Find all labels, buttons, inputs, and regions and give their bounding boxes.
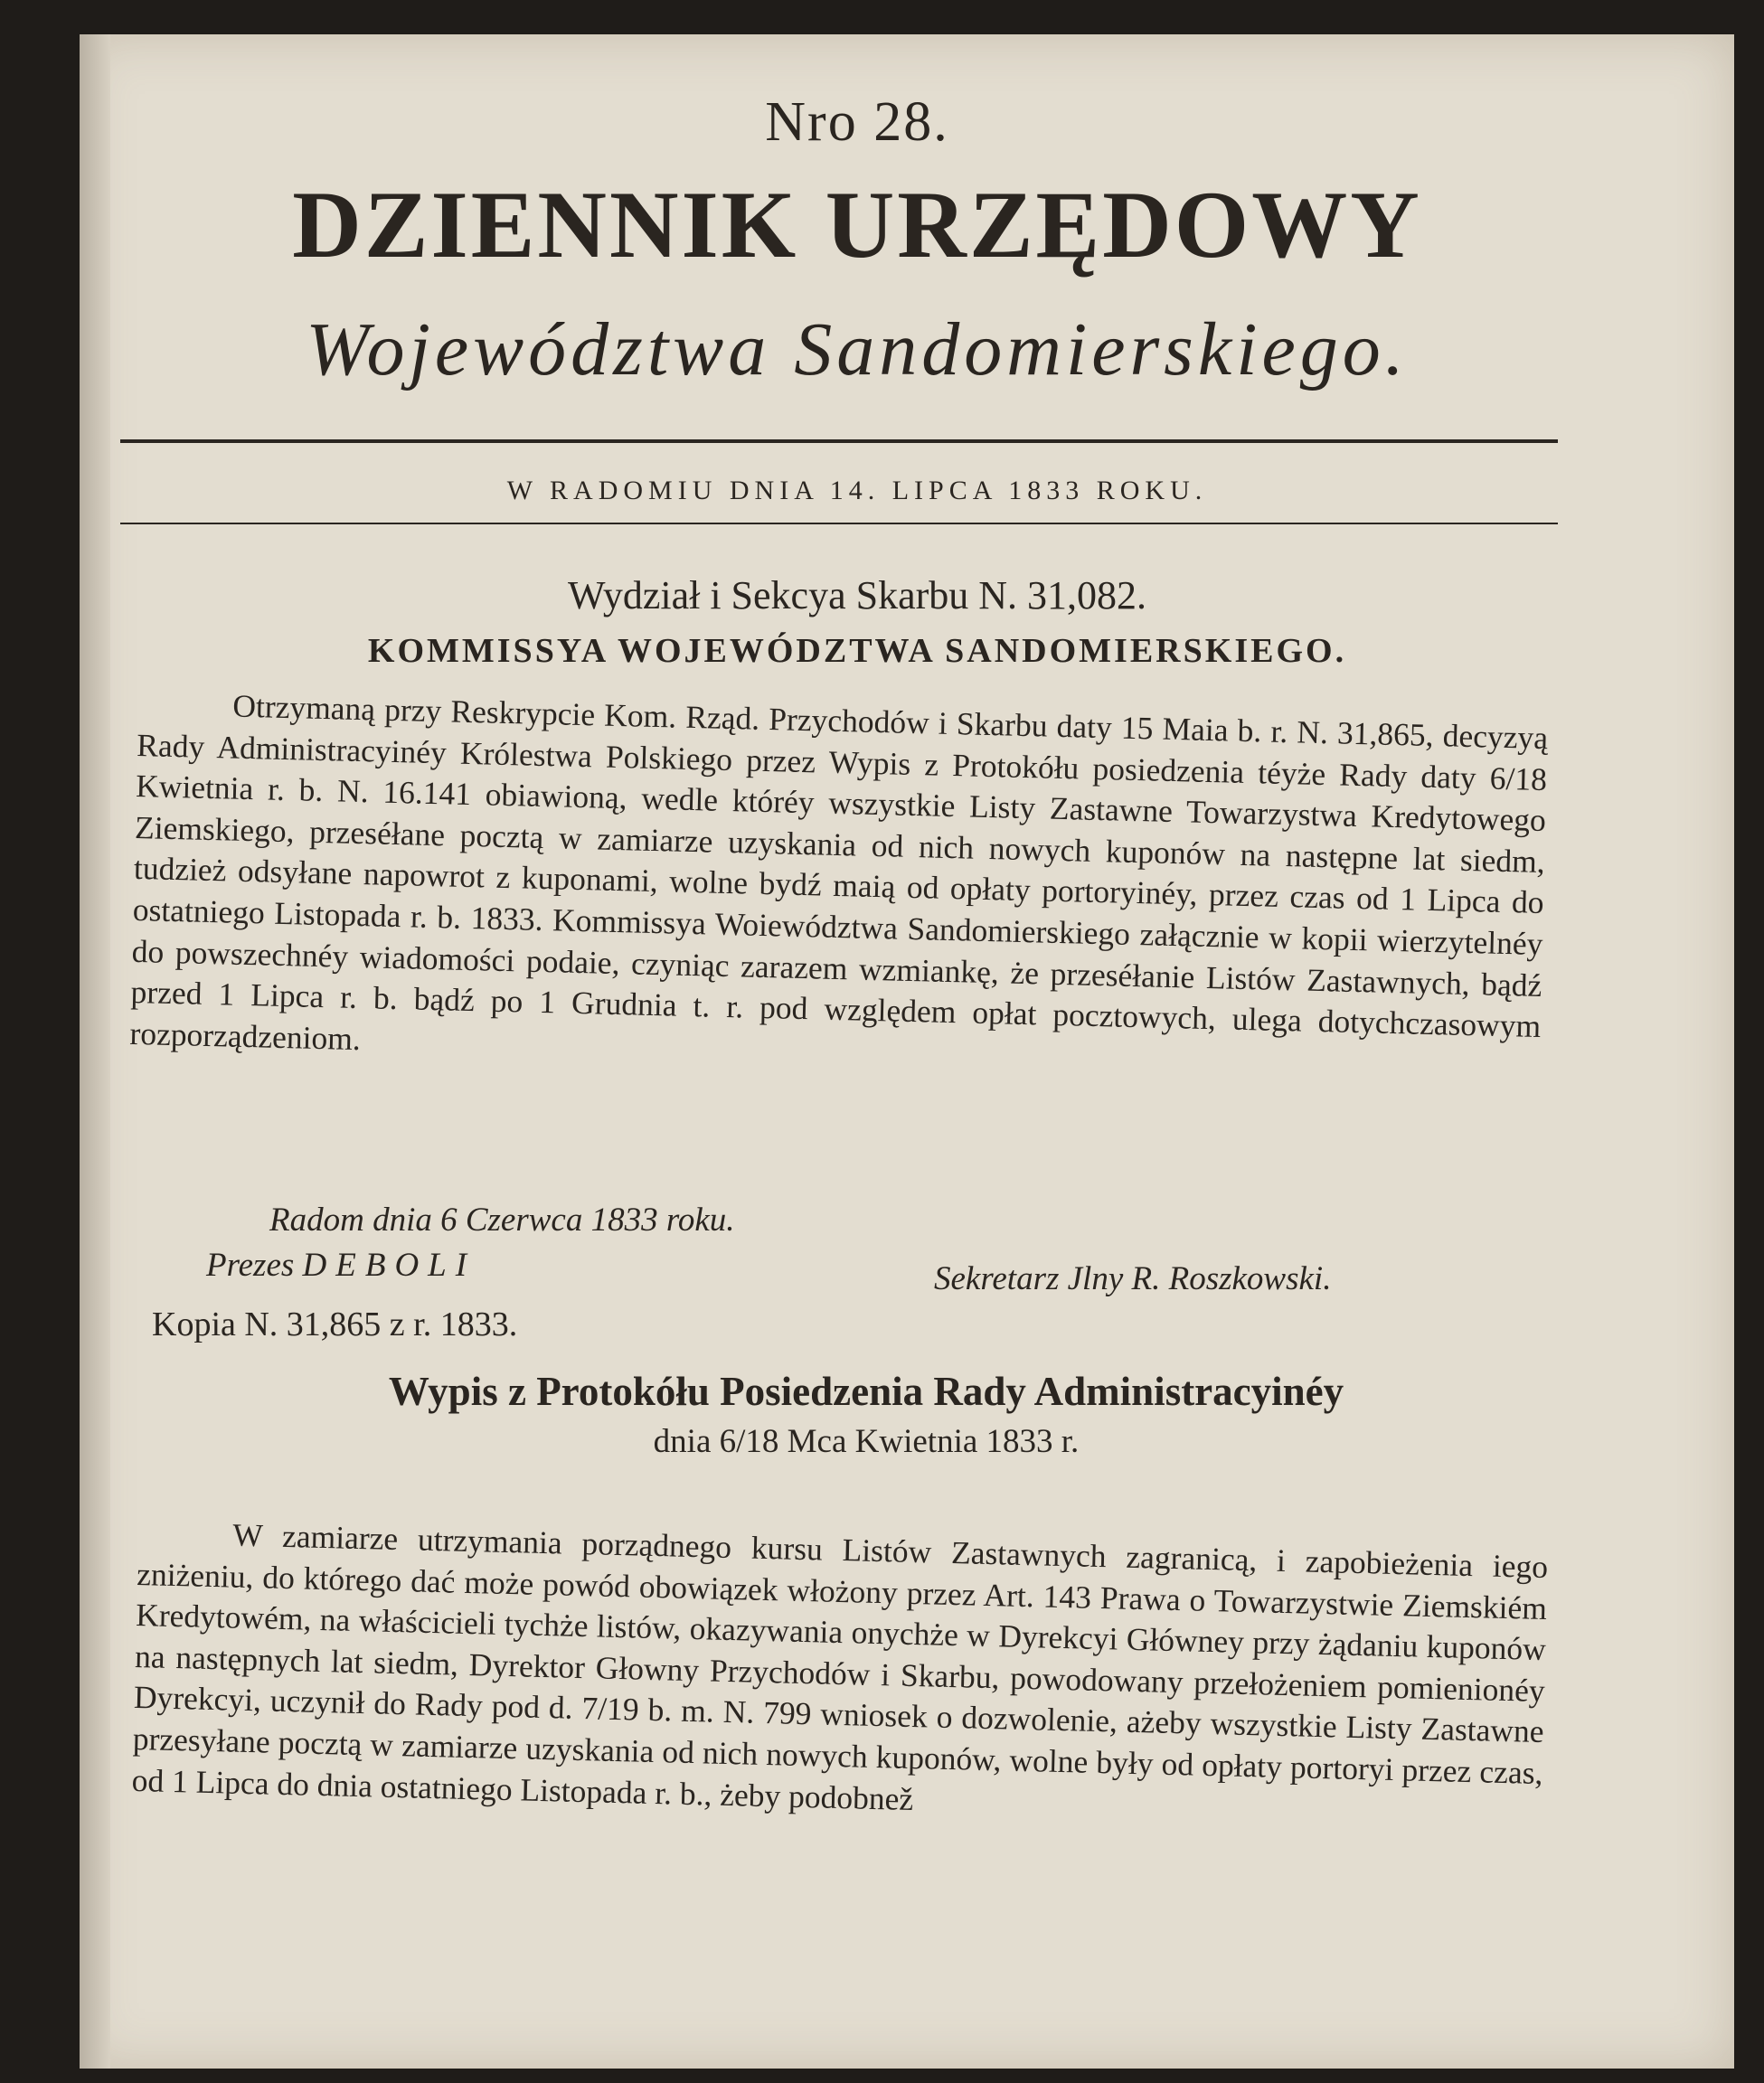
- prezes-name: DEBOLI: [302, 1247, 476, 1284]
- header-rule-bottom: [120, 523, 1558, 524]
- header-rule-top: [120, 439, 1558, 443]
- protocol-paragraph: W zamiarze utrzymania porządnego kursu Listów Zastawnych zagranicą, i zapobieżenia iego zniżeniu, do którego dać może powód obowiązek włożony przez Art. 143 Prawa o Towarzystwie Ziemskiém Kredytowém, na właścicieli tychże listów, okazywania onychże w Dyrekcyi Główney przy żądaniu kuponów na następnych lat siedm, Dyrektor Głowny Przychodów i Skarbu, powodowany przełożeniem pomienionéy Dyrekcyi, uczynił do Rady pod d. 7/19 b. m. N. 799 wniosek o dozwolenie, ażeby wszystkie Listy Zastawne przesyłane pocztą w zamiarze uzyskania od nich nowych kuponów, wolne były od opłaty portoryi przez czas, od 1 Lipca do dnia ostatniego Listopada r. b., żeby podobnež: [131, 1516, 1549, 1817]
- issue-number: Nro 28.: [765, 91, 949, 153]
- protocol-heading: Wypis z Protokółu Posiedzenia Rady Administracyinéy: [388, 1369, 1344, 1414]
- page-content: [80, 34, 1734, 2069]
- signature-sekretarz: Sekretarz Jlny R. Roszkowski.: [934, 1260, 1332, 1297]
- signature-date: Radom dnia 6 Czerwca 1833 roku.: [269, 1202, 735, 1239]
- protocol-date: dnia 6/18 Mca Kwietnia 1833 r.: [653, 1423, 1080, 1460]
- authority-heading: KOMMISSYA WOJEWÓDZTWA SANDOMIERSKIEGO.: [367, 632, 1347, 670]
- newspaper-title: DZIENNIK URZĘDOWY: [292, 172, 1422, 278]
- signature-prezes: [206, 1246, 476, 1285]
- department-heading: Wydział i Sekcya Skarbu N. 31,082.: [567, 573, 1147, 617]
- issue-dateline: W RADOMIU DNIA 14. LIPCA 1833 ROKU.: [506, 476, 1208, 505]
- copy-reference: Kopia N. 31,865 z r. 1833.: [152, 1305, 518, 1343]
- document-page: [80, 34, 1734, 2069]
- newspaper-subtitle: Województwa Sandomierskiego.: [306, 307, 1409, 391]
- prezes-label: Prezes: [206, 1247, 295, 1284]
- announcement-paragraph: Otrzymaną przy Reskrypcie Kom. Rząd. Przychodów i Skarbu daty 15 Maia b. r. N. 31,865, decyzyą Rady Administracyinéy Królestwa Polskiego przez Wypis z Protokółu posiedzenia téyże Rady daty 6/18 Kwietnia r. b. N. 16.141 obiawioną, wedle któréy wszystkie Listy Zastawne Towarzystwa Kredytowego Ziemskiego, przeséłane pocztą w zamiarze uzyskania od nich nowych kuponów na następne lat siedm, tudzież odsyłane napowrot z kuponami, wolne bydź maią od opłaty portoryinéy, przez czas od 1 Lipca do ostatniego Listopada r. b. 1833. Kommissya Woiewództwa Sandomierskiego załącznie w kopii wierzytelnéy do powszechnéy wiadomości podaie, czyniąc zarazem wzmiankę, że przeséłanie Listów Zastawnych, bądź przed 1 Lipca r. b. bądź po 1 Grudnia t. r. pod względem opłat pocztowych, ulega dotychczasowym rozporządzeniom.: [129, 687, 1549, 1057]
